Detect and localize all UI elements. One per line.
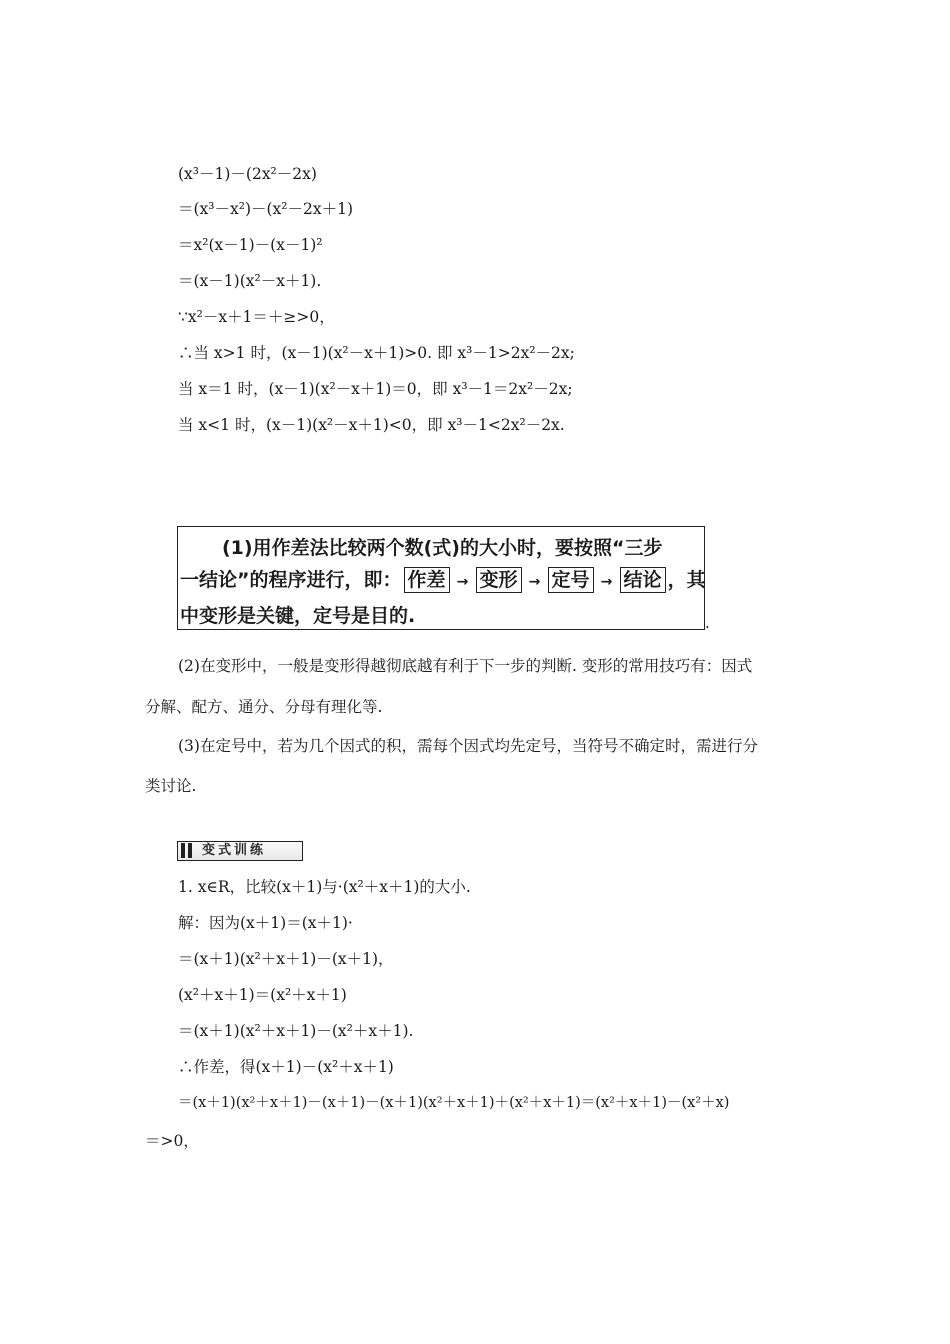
derivation-line-6: ∴当 x>1 时，(x－1)(x²－x＋1)>0. 即 x³－1>2x²－2x; — [178, 344, 575, 362]
section-heading-variant-training — [177, 841, 303, 861]
solution-line-5: ∴作差，得(x＋1)－(x²＋x＋1) — [178, 1058, 394, 1076]
derivation-line-5: ∵x²－x＋1＝＋≥>0， — [178, 308, 335, 326]
derivation-line-2: ＝(x³－x²)－(x²－2x＋1) — [178, 200, 354, 218]
arrow-icon: → — [600, 574, 613, 590]
paragraph-2-line-2: 分解、配方、通分、分母有理化等. — [145, 698, 383, 716]
trailing-period: . — [705, 614, 710, 632]
derivation-line-4: ＝(x－1)(x²－x＋1). — [178, 272, 322, 290]
summary-line-2-suffix: ，其 — [667, 569, 706, 591]
double-bar-icon — [180, 843, 196, 858]
paragraph-2-line-1: (2)在变形中，一般是变形得越彻底越有利于下一步的判断. 变形的常用技巧有：因式 — [178, 657, 753, 675]
step-tag-4: 结论 — [620, 567, 666, 593]
arrow-icon: → — [528, 574, 541, 590]
derivation-line-8: 当 x<1 时，(x－1)(x²－x＋1)<0，即 x³－1<2x²－2x. — [178, 416, 565, 434]
derivation-line-3: ＝x²(x－1)－(x－1)² — [178, 236, 323, 254]
exercise-question: 1. x∈R，比较(x＋1)与·(x²＋x＋1)的大小. — [178, 878, 471, 896]
paragraph-3-line-1: (3)在定号中，若为几个因式的积，需每个因式均先定号，当符号不确定时，需进行分 — [178, 737, 758, 755]
solution-line-6: ＝(x＋1)(x²＋x＋1)－(x＋1)－(x＋1)(x²＋x＋1)＋(x²＋x＋1)＝(x²＋x＋1)－(x²＋x) — [178, 1095, 730, 1111]
solution-line-2: ＝(x＋1)(x²＋x＋1)－(x＋1)， — [178, 950, 394, 968]
solution-line-4: ＝(x＋1)(x²＋x＋1)－(x²＋x＋1). — [178, 1022, 414, 1040]
paragraph-3-line-2: 类讨论. — [145, 777, 197, 795]
solution-line-1: 解：因为(x＋1)＝(x＋1)· — [178, 914, 353, 932]
arrow-icon: → — [456, 574, 469, 590]
summary-line-2-prefix: 一结论”的程序进行，即： — [180, 569, 402, 591]
derivation-line-1: (x³－1)－(2x²－2x) — [178, 165, 317, 183]
solution-line-7: ＝>0， — [145, 1132, 199, 1150]
derivation-line-7: 当 x＝1 时，(x－1)(x²－x＋1)＝0，即 x³－1＝2x²－2x; — [178, 380, 573, 398]
step-tag-2: 变形 — [476, 567, 522, 593]
section-label: 变式训练 — [202, 843, 267, 858]
summary-line-1: (1)用作差法比较两个数(式)的大小时，要按照“三步 — [222, 537, 663, 559]
summary-line-2 — [180, 565, 706, 593]
step-tag-1: 作差 — [404, 567, 450, 593]
solution-line-3: (x²＋x＋1)＝(x²＋x＋1) — [178, 986, 347, 1004]
step-tag-3: 定号 — [548, 567, 594, 593]
summary-line-3: 中变形是关键，定号是目的. — [180, 605, 416, 627]
method-summary-box — [177, 526, 705, 630]
